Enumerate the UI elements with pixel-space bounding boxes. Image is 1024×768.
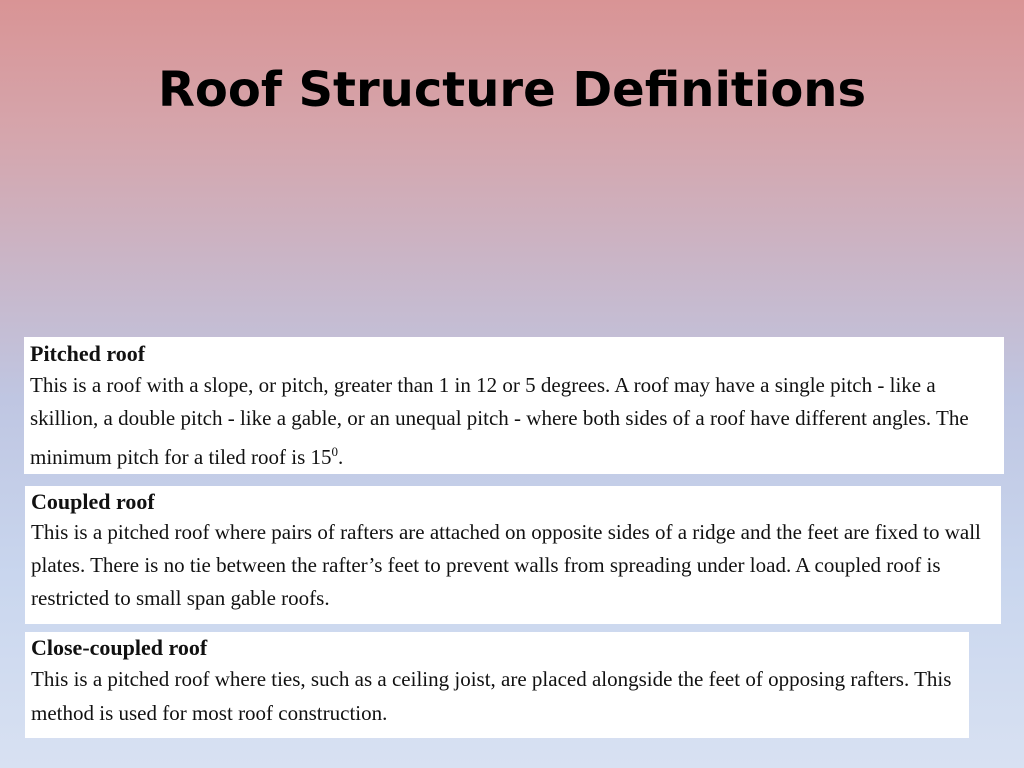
definition-text-end: .: [338, 445, 344, 469]
definition-text: [30, 369, 998, 474]
slide-title: Roof Structure Definitions: [157, 62, 867, 118]
definition-term: Close-coupled roof: [31, 635, 208, 660]
definition-term: Pitched roof: [30, 341, 146, 366]
definition-text: This is a pitched roof where ties, such as a ceiling joist, are placed alongside the feet of opposing rafters. This method is used for most roof construction.: [31, 667, 952, 725]
definition-term: Coupled roof: [31, 489, 155, 514]
definition-coupled-roof: [25, 486, 1001, 624]
definition-pitched-roof: [24, 337, 1004, 474]
degree-superscript: 0: [331, 444, 339, 459]
definition-text: This is a pitched roof where pairs of rafters are attached on opposite sides of a ridge and the feet are fixed to wall plates. There is no tie between the rafter’s feet to prevent walls from spreading under load. A coupled roof is restricted to small span gable roofs.: [31, 520, 981, 610]
definition-close-coupled-roof: [25, 632, 969, 738]
definition-text-body: This is a roof with a slope, or pitch, greater than 1 in 12 or 5 degrees. A roof may have a single pitch - like a skillion, a double pitch - like a gable, or an unequal pitch - where both sides of a roof have different angles. The minimum pitch for a tiled roof is 15: [30, 373, 969, 469]
